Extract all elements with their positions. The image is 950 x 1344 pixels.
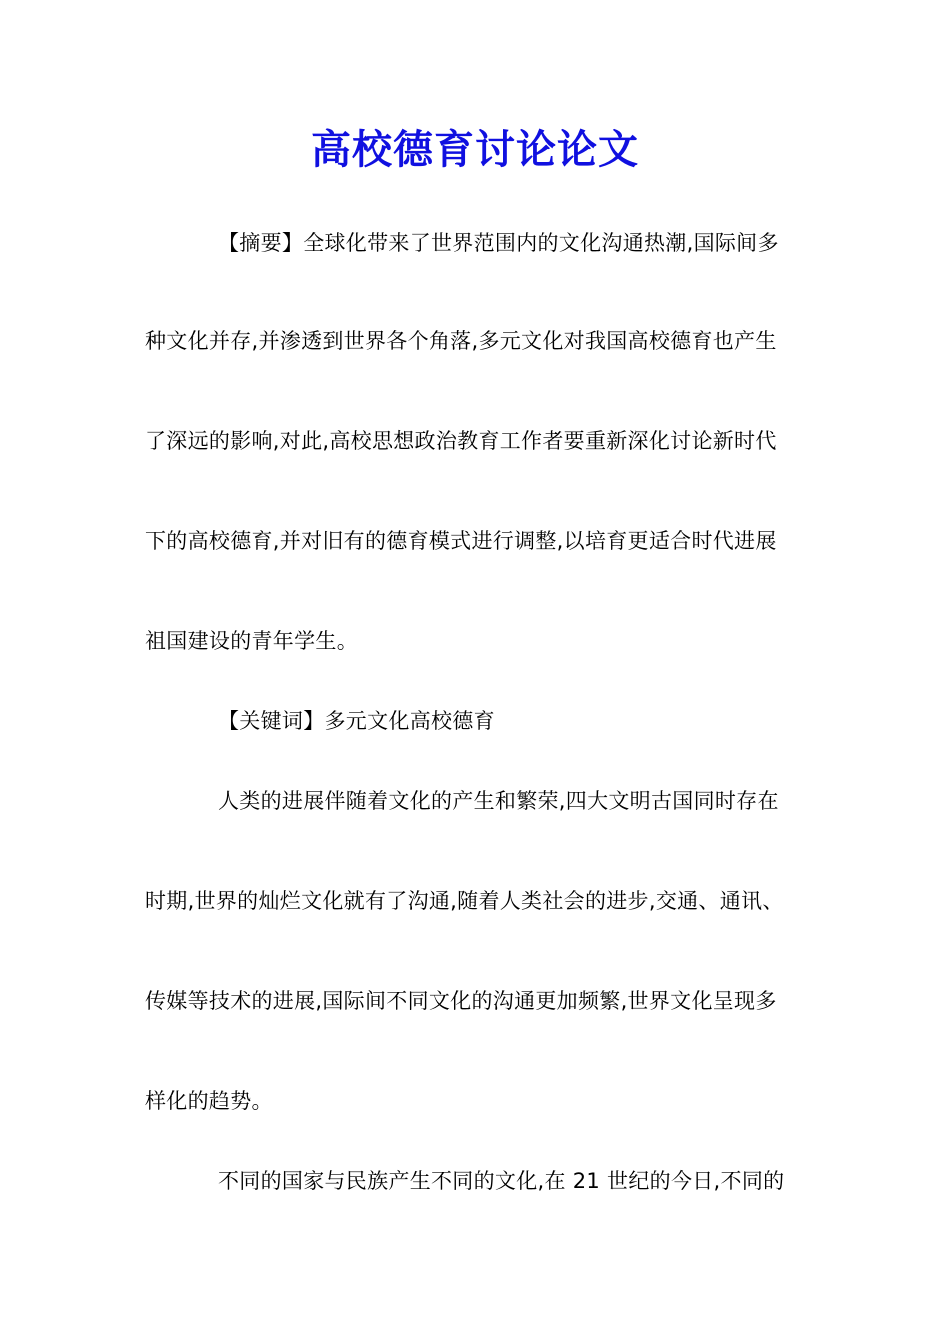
body-paragraph-1-line-3: 传媒等技术的进展,国际间不同文化的沟通更加频繁,世界文化呈现多 [145,989,777,1013]
keywords-line: 【关键词】多元文化高校德育 [218,709,495,733]
abstract-line-4: 下的高校德育,并对旧有的德育模式进行调整,以培育更适合时代进展 [145,529,777,553]
body-paragraph-1-line-4: 样化的趋势。 [145,1089,273,1113]
abstract-line-5: 祖国建设的青年学生。 [145,629,358,653]
body-paragraph-1-line-1: 人类的进展伴随着文化的产生和繁荣,四大文明古国同时存在 [218,789,779,813]
abstract-line-1: 【摘要】全球化带来了世界范围内的文化沟通热潮,国际间多 [218,231,779,255]
abstract-line-3: 了深远的影响,对此,高校思想政治教育工作者要重新深化讨论新时代 [145,429,777,453]
body-paragraph-1-line-2: 时期,世界的灿烂文化就有了沟通,随着人类社会的进步,交通、通讯、 [145,889,784,913]
abstract-line-2: 种文化并存,并渗透到世界各个角落,多元文化对我国高校德育也产生 [145,329,777,353]
body-paragraph-2-line-1: 不同的国家与民族产生不同的文化,在 21 世纪的今日,不同的 [218,1169,785,1193]
page-title: 高校德育讨论论文 [311,126,639,173]
